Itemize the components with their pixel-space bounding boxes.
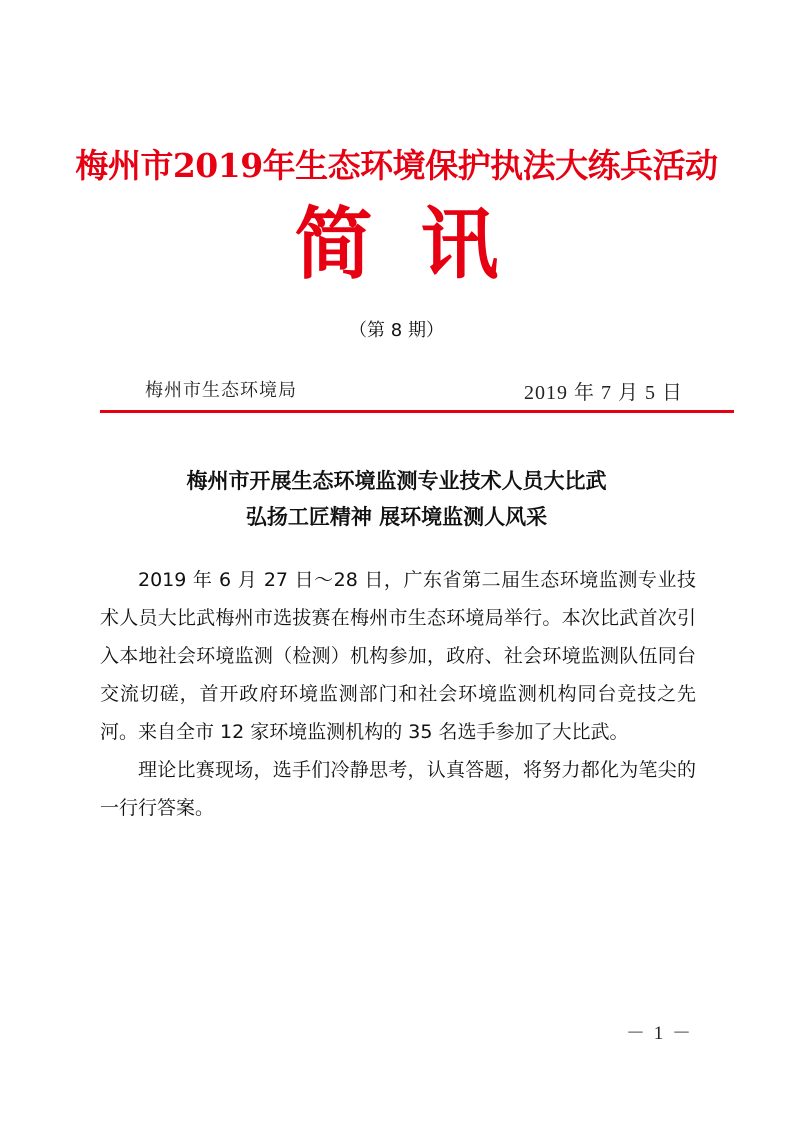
red-divider	[100, 410, 734, 413]
article-headline-line2: 弘扬工匠精神 展环境监测人风采	[245, 504, 548, 529]
masthead-title: 梅州市2019年生态环境保护执法大练兵活动	[75, 146, 718, 185]
article-headline-line1: 梅州市开展生态环境监测专业技术人员大比武	[186, 468, 607, 493]
article-paragraph: 理论比赛现场，选手们冷静思考，认真答题，将努力都化为笔尖的一行行答案。	[100, 759, 696, 819]
issue-number: （第 8 期）	[349, 320, 444, 341]
article-paragraph: 2019 年 6 月 27 日～28 日，广东省第二届生态环境监测专业技术人员大比武梅州市选拔赛在梅州市生态环境局举行。本次比武首次引入本地社会环境监测（检测）机构参加，政府、社会环境监测队伍同台交流切磋，首开政府环境监测部门和社会环境监测机构同台竞技之先河。来自全市 12 家环境监测机构的 35 名选手参加了大比武。	[100, 569, 696, 743]
publisher: 梅州市生态环境局	[145, 380, 297, 401]
bulletin-title: 简讯	[294, 199, 547, 290]
publish-date: 2019 年 7 月 5 日	[524, 382, 683, 404]
article-body	[100, 561, 696, 827]
page-number: － 1 －	[625, 1023, 693, 1044]
